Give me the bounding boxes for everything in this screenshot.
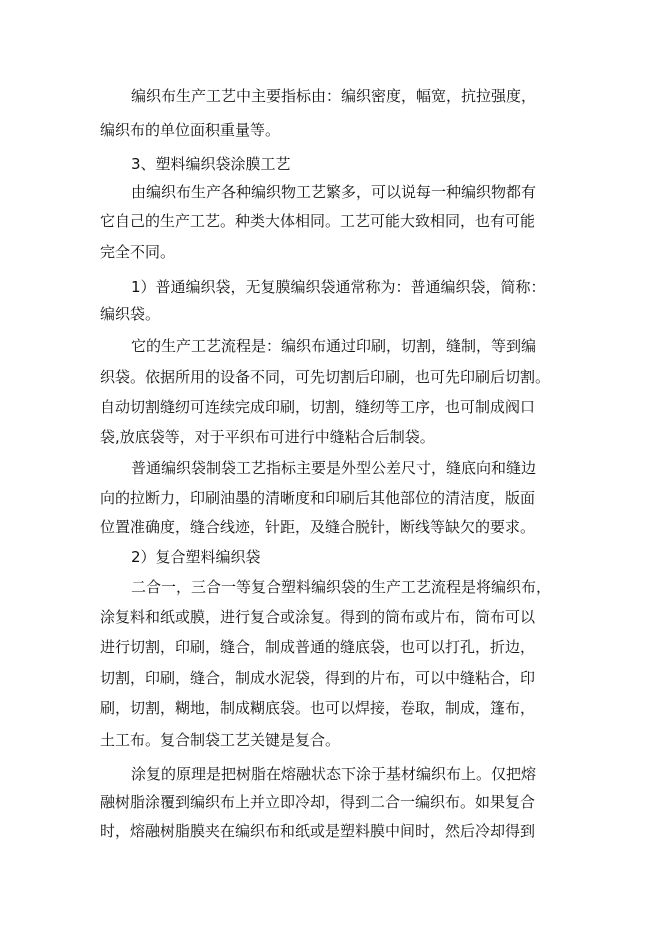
body-text-line: 融树脂涂覆到编织布上并立即冷却，得到二合一编织布。如果复合 [100,793,536,811]
body-text-line: 由编织布生产各种编织物工艺繁多，可以说每一种编织物都有 [131,183,537,201]
body-text-line: 二合一，三合一等复合塑料编织袋的生产工艺流程是将编织布， [131,578,552,596]
body-text-line: 它的生产工艺流程是：编织布通过印刷，切割，缝制，等到编 [131,337,537,355]
body-text-line: 时，熔融树脂膜夹在编织布和纸或是塑料膜中间时，然后冷却得到 [100,822,536,840]
body-text-line: 完全不同。 [100,243,176,261]
body-text-line: 袋,放底袋等，对于平织布可进行中缝粘合后制袋。 [100,428,435,446]
body-text-line: 涂复的原理是把树脂在熔融状态下涂于基材编织布上。仅把熔 [131,765,537,783]
body-text-line: 切割，印刷，缝合，制成水泥袋，得到的片布，可以中缝粘合，印 [100,669,536,687]
body-text-line: 编织布生产工艺中主要指标由：编织密度，幅宽，抗拉强度， [131,87,537,105]
body-text-line: 进行切割，印刷，缝合，制成普通的缝底袋，也可以打孔，折边， [100,638,536,656]
body-text-line: 编织布的单位面积重量等。 [100,121,281,139]
body-text-line: 编织袋。 [100,305,161,323]
body-text-line: 织袋。依据所用的设备不同，可先切割后印刷，也可先印刷后切割。 [100,368,551,386]
body-text-line: 位置准确度，缝合线迹，针距，及缝合脱针，断线等缺欠的要求。 [100,518,536,536]
body-text-line: 土工布。复合制袋工艺关键是复合。 [100,731,341,749]
section-heading: 3、塑料编织袋涂膜工艺 [131,155,291,173]
subheading-line: 2）复合塑料编织袋 [131,548,261,566]
subheading-line: 1）普通编织袋，无复膜编织袋通常称为：普通编织袋，简称： [131,278,546,296]
body-text-line: 涂复料和纸或膜，进行复合或涂复。得到的筒布或片布，筒布可以 [100,608,536,626]
body-text-line: 自动切割缝纫可连续完成印刷，切割，缝纫等工序，也可制成阀口 [100,398,536,416]
body-text-line: 向的拉断力，印刷油墨的清晰度和印刷后其他部位的清洁度，版面 [100,489,536,507]
body-text-line: 刷，切割，糊地，制成糊底袋。也可以焊接，卷取，制成，篷布， [100,699,536,717]
body-text-line: 它自己的生产工艺。种类大体相同。工艺可能大致相同，也有可能 [100,212,536,230]
body-text-line: 普通编织袋制袋工艺指标主要是外型公差尺寸，缝底向和缝边 [131,459,537,477]
